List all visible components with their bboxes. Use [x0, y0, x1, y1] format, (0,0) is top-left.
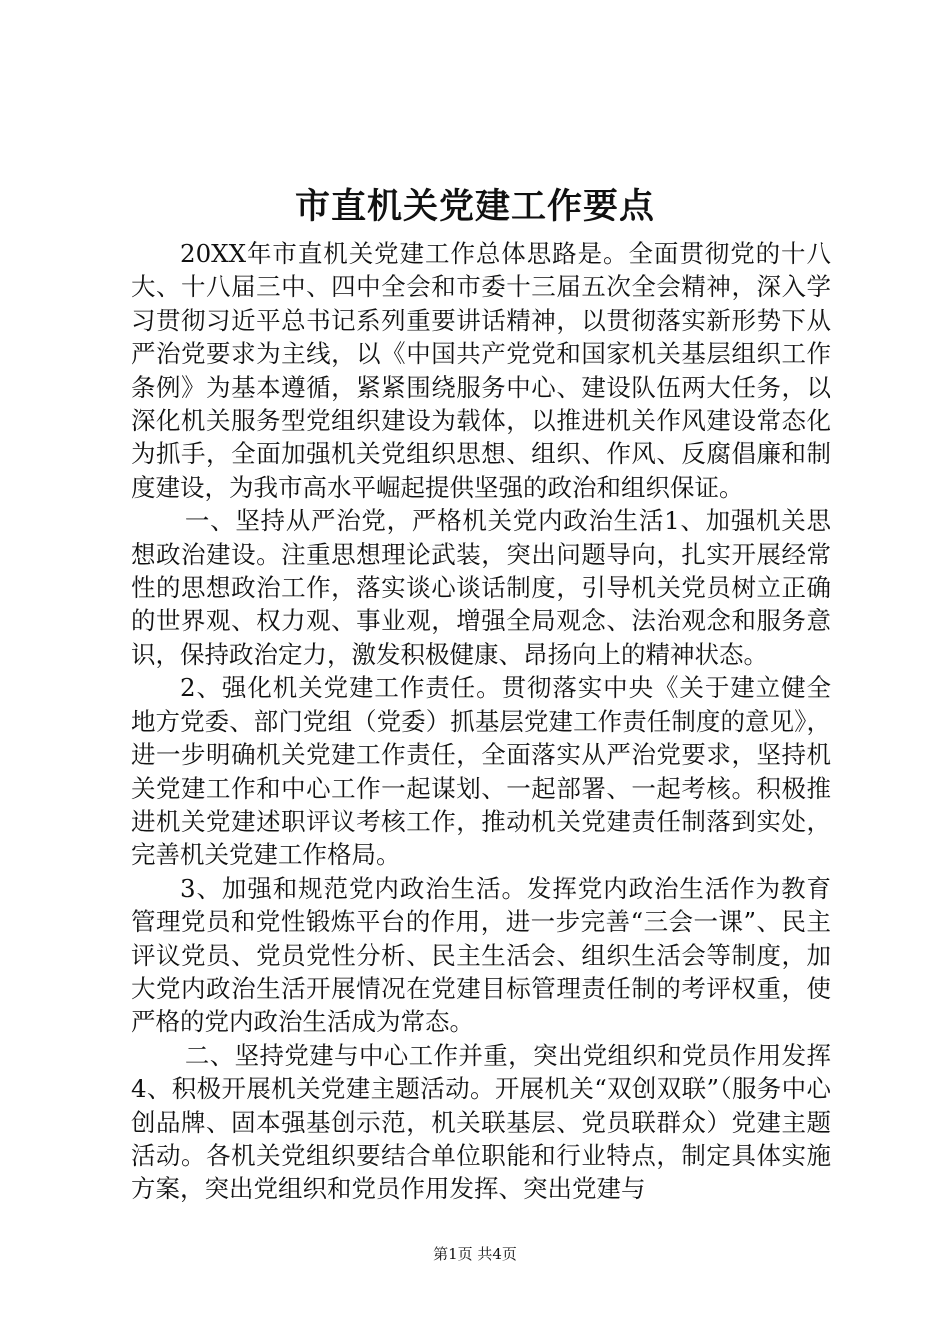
paragraph-section-two: 二、坚持党建与中心工作并重，突出党组织和党员作用发挥4、积极开展机关党建主题活动。开展机关“双创双联”（服务中心创品牌、固本强基创示范，机关联基层、党员联群众）党建主题活动。各机关党组织要结合单位职能和行业特点，制定具体实施方案，突出党组织和党员作用发挥、突出党建与	[131, 1040, 831, 1204]
paragraph-item-three: 3、加强和规范党内政治生活。发挥党内政治生活作为教育管理党员和党性锻炼平台的作用，进一步完善“三会一课”、民主评议党员、党员党性分析、民主生活会、组织生活会等制度，加大党内政治生活开展情况在党建目标管理责任制的考评权重，使严格的党内政治生活成为常态。	[131, 873, 831, 1037]
document-body	[131, 237, 831, 1206]
paragraph-overview: 20XX年市直机关党建工作总体思路是。全面贯彻党的十八大、十八届三中、四中全会和市委十三届五次全会精神，深入学习贯彻习近平总书记系列重要讲话精神，以贯彻落实新形势下从严治党要求为主线，以《中国共产党党和国家机关基层组织工作条例》为基本遵循，紧紧围绕服务中心、建设队伍两大任务，以深化机关服务型党组织建设为载体，以推进机关作风建设常态化为抓手，全面加强机关党组织思想、组织、作风、反腐倡廉和制度建设，为我市高水平崛起提供坚强的政治和组织保证。	[131, 239, 831, 502]
paragraph-item-two: 2、强化机关党建工作责任。贯彻落实中央《关于建立健全地方党委、部门党组（党委）抓基层党建工作责任制度的意见》，进一步明确机关党建工作责任，全面落实从严治党要求，坚持机关党建工作和中心工作一起谋划、一起部署、一起考核。积极推进机关党建述职评议考核工作，推动机关党建责任制落到实处，完善机关党建工作格局。	[131, 673, 831, 870]
paragraph-section-one: 一、坚持从严治党，严格机关党内政治生活1、加强机关思想政治建设。注重思想理论武装，突出问题导向，扎实开展经常性的思想政治工作，落实谈心谈话制度，引导机关党员树立正确的世界观、权力观、事业观，增强全局观念、法治观念和服务意识，保持政治定力，激发积极健康、昂扬向上的精神状态。	[131, 506, 831, 669]
document-title: 市直机关党建工作要点	[294, 186, 655, 227]
page-footer: 第1页 共4页	[433, 1245, 517, 1263]
